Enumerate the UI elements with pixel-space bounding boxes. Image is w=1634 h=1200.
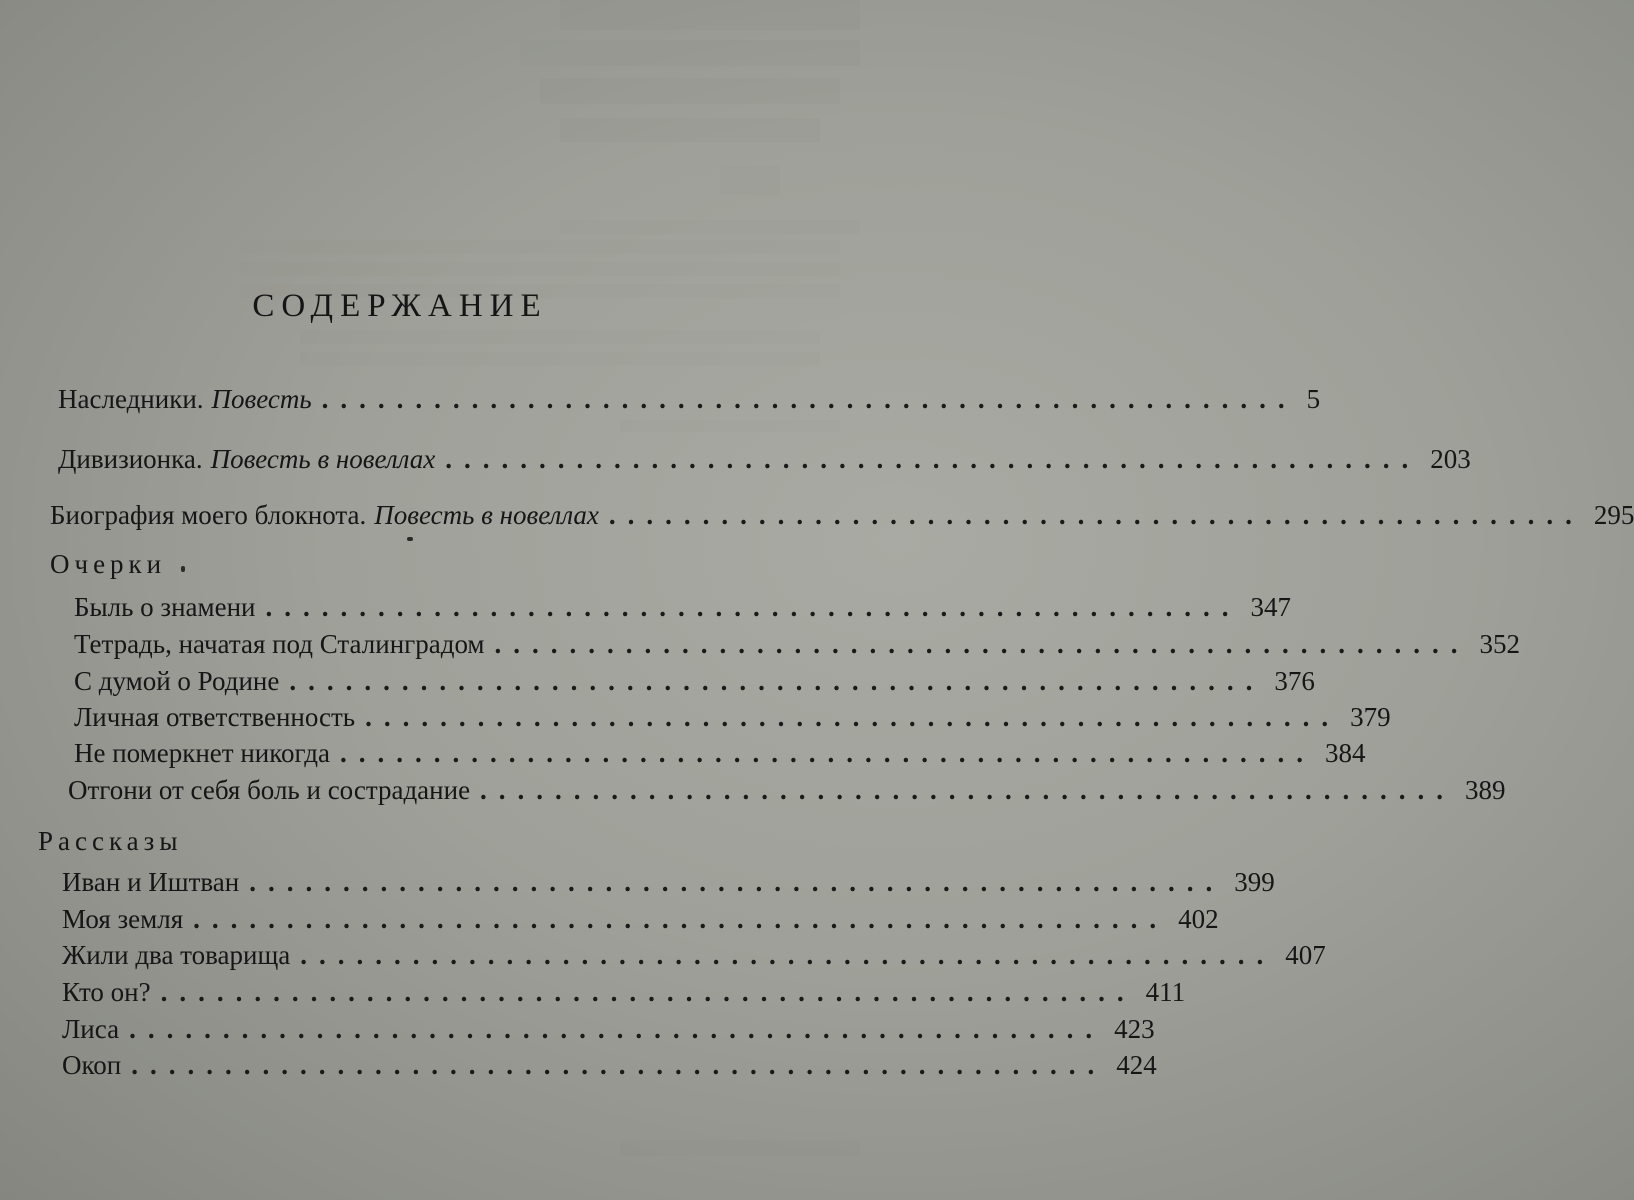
toc-item [62, 904, 1219, 944]
dot-leader: .................................................... [131, 1050, 1107, 1080]
toc-item-title: Личная ответственность [74, 702, 356, 732]
section-heading-essays: Очерки [50, 549, 167, 579]
toc-item-title: Жили два товарища [62, 940, 291, 970]
toc-item [74, 666, 1315, 706]
toc-item-title: Окоп [62, 1050, 122, 1080]
toc-entry-notebook [50, 500, 1634, 540]
toc-item-page: 411 [1145, 977, 1186, 1007]
toc-entry-title: Наследники. [58, 384, 204, 414]
toc-entry-divizionka [58, 444, 1471, 484]
toc-entry-heirs [58, 384, 1321, 424]
toc-item-title: Отгони от себя боль и сострадание [68, 775, 471, 805]
toc-entry-genre: Повесть в новеллах [374, 500, 599, 530]
toc-item-title: Лиса [62, 1014, 120, 1044]
toc-item-title: Кто он? [62, 977, 151, 1007]
dot-leader: .................................................... [339, 738, 1315, 768]
toc-item-page: 399 [1234, 867, 1275, 897]
toc-item [74, 738, 1366, 778]
dot-leader: .................................................... [494, 629, 1470, 659]
toc-entry-page: 203 [1430, 444, 1471, 474]
dot-leader: .................................................... [249, 867, 1225, 897]
dot-leader: .................................................... [289, 666, 1265, 696]
toc-item-page: 424 [1116, 1050, 1157, 1080]
toc-item [62, 1050, 1157, 1090]
toc-item-title: Не померкнет никогда [74, 738, 330, 768]
dot-leader: .................................................... [445, 444, 1421, 474]
toc-item [68, 775, 1506, 815]
dot-leader: .................................................... [193, 904, 1169, 934]
dot-leader: .................................................... [480, 775, 1456, 805]
toc-item-page: 347 [1250, 592, 1291, 622]
toc-entry-title: Дивизионка. [58, 444, 203, 474]
page-title: СОДЕРЖАНИЕ [252, 288, 548, 324]
toc-entry-page: 5 [1306, 384, 1321, 414]
toc-item-page: 389 [1465, 775, 1506, 805]
toc-item [62, 940, 1326, 980]
toc-item [74, 702, 1391, 742]
toc-item-page: 352 [1479, 629, 1521, 659]
section-heading-stories: Рассказы [38, 826, 183, 856]
dot-leader: .................................................... [321, 384, 1297, 414]
toc-item-page: 384 [1324, 738, 1366, 768]
dot-leader: .................................................... [129, 1014, 1105, 1044]
dot-leader: .................................................... [608, 500, 1584, 530]
toc-item-title: Быль о знамени [74, 592, 256, 622]
toc-item-title: Тетрадь, начатая под Сталинградом [74, 629, 485, 659]
toc-entry-page: 295 [1593, 500, 1634, 530]
toc-item-page: 379 [1350, 702, 1391, 732]
toc-item [62, 1014, 1155, 1054]
toc-item-title: С думой о Родине [74, 666, 280, 696]
toc-item-page: 423 [1114, 1014, 1155, 1044]
toc-item-page: 402 [1178, 904, 1219, 934]
toc-entry-title: Биография моего блокнота. [50, 500, 367, 530]
toc-item-title: Иван и Иштван [62, 867, 240, 897]
toc-item [62, 867, 1275, 907]
dot-leader: .................................................... [160, 977, 1136, 1007]
toc-item [74, 629, 1521, 669]
dot-leader: .................................................... [300, 940, 1276, 970]
ink-speck [407, 537, 413, 541]
toc-item-title: Моя земля [62, 904, 184, 934]
toc-entry-genre: Повесть в новеллах [210, 444, 436, 474]
ink-speck [181, 566, 185, 572]
toc-entry-genre: Повесть [211, 384, 312, 414]
toc-item [74, 592, 1291, 632]
toc-item-page: 407 [1285, 940, 1326, 970]
toc-item [62, 977, 1186, 1017]
toc-item-page: 376 [1274, 666, 1315, 696]
dot-leader: .................................................... [365, 702, 1341, 732]
dot-leader: .................................................... [265, 592, 1241, 622]
